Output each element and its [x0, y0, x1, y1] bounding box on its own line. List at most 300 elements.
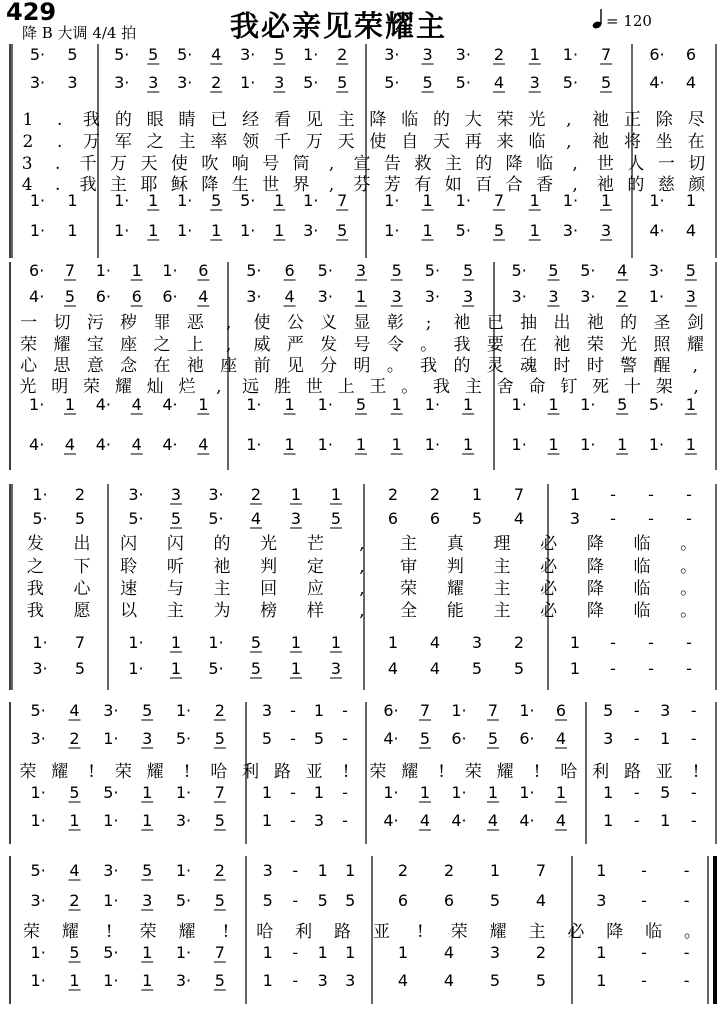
lyric-char: ! [438, 762, 445, 782]
jianpu-note: 1 [290, 659, 302, 678]
jianpu-note: 2 [535, 943, 547, 962]
jianpu-note: 1 [317, 943, 328, 962]
dash-note: - [690, 811, 697, 830]
lyric-char: 临 [528, 132, 546, 152]
lyric-char: 座 [120, 335, 138, 355]
lyric-char: 我 [79, 175, 97, 195]
jianpu-note: 4· [162, 435, 178, 454]
lyric-char: 。 [680, 557, 698, 577]
lyric-char: 思 [53, 356, 71, 376]
jianpu-note: 4 [443, 971, 455, 990]
lyric-char: 。 [420, 335, 438, 355]
dash-note: - [641, 971, 647, 990]
lyric-char: . [54, 154, 61, 174]
jianpu-note: 7 [493, 191, 505, 210]
jianpu-note: 6 [685, 45, 697, 64]
jianpu-note: 1· [208, 633, 224, 652]
jianpu-note: 4 [555, 729, 567, 748]
lyric-char: 醒 [653, 356, 671, 376]
jianpu-note: 3 [355, 261, 367, 280]
dash-note: - [290, 811, 296, 830]
jianpu-note: 4 [429, 633, 441, 652]
lyric-char: 已 [210, 110, 228, 130]
jianpu-note: 3· [246, 287, 262, 306]
jianpu-note: 1 [601, 191, 612, 210]
jianpu-note: 2 [429, 485, 441, 504]
jianpu-note: 1· [246, 395, 262, 414]
lyric-char: 祂 [596, 175, 614, 195]
dash-note: - [690, 729, 697, 748]
jianpu-note: 3 [660, 701, 671, 720]
lyric-char: 领 [242, 132, 260, 152]
lyric-char: , [693, 377, 699, 397]
dash-note: - [290, 701, 296, 720]
jianpu-note: 1 [422, 221, 433, 240]
lyric-char: 耀 [446, 579, 464, 599]
jianpu-note: 6 [397, 891, 409, 910]
lyric-char: 荣 [400, 579, 418, 599]
lyric-char: ! [692, 762, 700, 782]
lyric-char: 在 [153, 356, 171, 376]
jianpu-note: 7 [214, 943, 225, 962]
lyric-char: , [359, 534, 365, 554]
dash-note: - [641, 943, 647, 962]
lyric-char: 座 [220, 356, 238, 376]
jianpu-note: 7 [337, 191, 348, 210]
jianpu-note: 1· [103, 729, 119, 748]
jianpu-note: 1 [419, 783, 431, 802]
jianpu-note: 3· [30, 891, 46, 910]
lyric-char: 3 [21, 154, 33, 174]
jianpu-note: 5· [177, 45, 193, 64]
lyric-char: 降 [369, 110, 387, 130]
jianpu-note: 1· [649, 191, 665, 210]
lyric-char: 2 [22, 132, 34, 152]
jianpu-note: 5 [422, 73, 433, 92]
lyric-char: 来 [496, 132, 514, 152]
lyric-char: 之 [146, 132, 164, 152]
lyric-char: 主 [400, 534, 418, 554]
jianpu-note: 1 [489, 861, 501, 880]
lyric-char: 见 [286, 356, 304, 376]
jianpu-note: 1 [64, 395, 76, 414]
jianpu-note: 1· [175, 943, 192, 962]
jianpu-note: 2 [74, 485, 86, 504]
lyric-char: 芒 [306, 534, 324, 554]
lyric-char: 降 [505, 154, 523, 174]
lyric-char: 我 [26, 601, 44, 621]
lyric-char: 临 [645, 922, 663, 942]
jianpu-note: 7 [64, 261, 76, 280]
lyric-char: 明 [353, 356, 371, 376]
lyric-char: 正 [623, 110, 641, 130]
lyric-char: 已 [486, 313, 504, 333]
lyric-char: 耀 [178, 922, 196, 942]
jianpu-note: 3 [463, 287, 474, 306]
jianpu-note: 1 [262, 943, 273, 962]
jianpu-note: 5 [214, 971, 225, 990]
lyric-char: . [54, 175, 61, 195]
lyric-char: 利 [242, 762, 260, 782]
lyric-char: 祂 [213, 557, 231, 577]
jianpu-note: 1 [345, 943, 356, 962]
lyric-char: 愿 [73, 601, 91, 621]
lyric-char: ! [183, 762, 191, 782]
jianpu-note: 1 [170, 659, 182, 678]
lyric-char: , [572, 154, 578, 174]
jianpu-note: 5· [208, 509, 224, 528]
lyric-char: 在 [687, 132, 705, 152]
jianpu-note: 3· [29, 73, 46, 92]
lyric-char: 烂 [178, 377, 196, 397]
lyric-char: 主 [528, 922, 546, 942]
jianpu-note: 4· [649, 73, 665, 92]
jianpu-note: 4 [198, 435, 209, 454]
lyric-char: 大 [464, 110, 482, 130]
jianpu-note: 1 [555, 783, 567, 802]
lyric-char: 聆 [120, 557, 138, 577]
dash-note: - [633, 701, 640, 720]
jianpu-note: 1 [198, 395, 209, 414]
lyric-char: ! [342, 762, 350, 782]
lyric-char: 再 [464, 132, 482, 152]
jianpu-note: 4 [198, 287, 209, 306]
lyric-char: 一 [20, 313, 38, 333]
jianpu-note: 7 [74, 633, 86, 652]
lyric-char: 路 [623, 762, 641, 782]
jianpu-note: 5 [489, 891, 501, 910]
jianpu-note: 5 [603, 701, 614, 720]
lyric-char: 天 [337, 132, 355, 152]
lyric-char: 心 [20, 356, 38, 376]
lyric-char: 路 [334, 922, 352, 942]
jianpu-note: 5 [214, 729, 225, 748]
dash-note: - [683, 861, 690, 880]
lyric-char: , [572, 175, 578, 195]
lyric-char: 宣 [353, 154, 371, 174]
jianpu-note: 5· [30, 861, 46, 880]
jianpu-note: 5 [391, 261, 402, 280]
jianpu-note: 1 [617, 435, 628, 454]
dash-note: - [690, 701, 697, 720]
lyric-char: 宝 [86, 335, 104, 355]
lyric-char: 见 [305, 110, 323, 130]
lyric-char: 榜 [260, 601, 278, 621]
lyric-char: ! [105, 922, 113, 942]
lyric-char: 主 [178, 132, 196, 152]
jianpu-note: 4 [250, 509, 262, 528]
dash-note: - [290, 729, 296, 748]
dash-note: - [686, 509, 692, 528]
lyric-char: , [216, 377, 222, 397]
lyric-char: 灿 [146, 377, 164, 397]
lyric-char: 临 [633, 601, 651, 621]
jianpu-note: 6 [429, 509, 441, 528]
jianpu-note: 1 [313, 701, 325, 720]
jianpu-note: 1· [177, 191, 193, 210]
jianpu-note: 1 [142, 811, 153, 830]
lyric-char: 告 [383, 154, 401, 174]
jianpu-note: 4 [397, 971, 409, 990]
jianpu-note: 1 [142, 783, 153, 802]
jianpu-note: 5· [208, 659, 224, 678]
dash-note: - [610, 659, 616, 678]
dash-note: - [633, 811, 640, 830]
jianpu-note: 5 [535, 971, 547, 990]
jianpu-note: 1· [29, 191, 46, 210]
jianpu-note: 5 [74, 509, 86, 528]
jianpu-note: 4 [493, 73, 505, 92]
lyric-char: 时 [586, 356, 604, 376]
jianpu-note: 1 [660, 729, 671, 748]
lyric-char: 利 [592, 762, 610, 782]
lyric-char: 主 [493, 601, 511, 621]
lyric-char: 耀 [146, 762, 164, 782]
lyric-char: , [225, 313, 232, 333]
lyric-char: 时 [553, 356, 571, 376]
jianpu-note: 4· [451, 811, 467, 830]
lyric-char: 与 [166, 579, 184, 599]
lyric-char: 荣 [496, 110, 514, 130]
lyric-char: 世 [305, 377, 323, 397]
lyric-char: 我 [83, 110, 101, 130]
jianpu-note: 1 [569, 659, 581, 678]
lyric-char: 生 [231, 175, 249, 195]
lyric-char: 使 [170, 154, 188, 174]
dash-note: - [292, 943, 299, 962]
lyric-char: 前 [253, 356, 271, 376]
jianpu-note: 5 [317, 891, 328, 910]
jianpu-note: 3· [177, 73, 193, 92]
lyric-char: , [692, 356, 699, 376]
lyric-char: 祂 [592, 132, 610, 152]
jianpu-note: 1· [240, 73, 256, 92]
lyric-char: 人 [627, 154, 645, 174]
jianpu-note: 1 [422, 191, 433, 210]
lyric-char: 主 [337, 110, 355, 130]
jianpu-note: 1· [303, 45, 319, 64]
jianpu-note: 1 [596, 971, 607, 990]
jianpu-note: 3· [114, 73, 130, 92]
lyric-char: 的 [627, 175, 645, 195]
lyric-char: 上 [186, 335, 204, 355]
jianpu-note: 1· [128, 633, 144, 652]
jianpu-note: 3 [170, 485, 182, 504]
lyric-char: 之 [26, 557, 44, 577]
lyric-char: 主 [464, 377, 482, 397]
jianpu-note: 1· [95, 261, 111, 280]
jianpu-note: 4 [535, 891, 547, 910]
lyric-char: 耀 [401, 762, 419, 782]
jianpu-note: 4 [131, 435, 142, 454]
lyric-char: 理 [493, 534, 511, 554]
lyric-char: 的 [114, 110, 132, 130]
lyric-char: , [225, 335, 232, 355]
jianpu-note: 5 [250, 659, 262, 678]
jianpu-note: 5 [313, 729, 325, 748]
lyric-char: 自 [401, 132, 419, 152]
jianpu-note: 1 [261, 811, 273, 830]
jianpu-note: 1 [317, 861, 328, 880]
lyric-char: 令 [386, 335, 404, 355]
dash-note: - [641, 891, 647, 910]
dash-note: - [633, 729, 640, 748]
lyric-char: 经 [242, 110, 260, 130]
lyric-char: 耀 [496, 762, 514, 782]
lyric-char: 将 [623, 132, 641, 152]
jianpu-note: 1· [519, 783, 535, 802]
jianpu-note: 1· [384, 191, 400, 210]
jianpu-note: 1 [148, 191, 159, 210]
jianpu-note: 5 [548, 261, 559, 280]
jianpu-note: 6· [451, 729, 467, 748]
jianpu-note: 1· [511, 435, 527, 454]
jianpu-note: 6 [387, 509, 399, 528]
jianpu-note: 1· [383, 783, 399, 802]
lyric-char: 切 [53, 313, 71, 333]
lyric-char: 必 [540, 579, 558, 599]
jianpu-note: 3 [422, 45, 433, 64]
jianpu-note: 1 [262, 971, 273, 990]
dash-note: - [342, 783, 348, 802]
dash-note: - [641, 861, 647, 880]
jianpu-note: 6· [162, 287, 178, 306]
jianpu-note: 5 [330, 509, 342, 528]
lyric-char: 主 [166, 601, 184, 621]
lyric-char: 使 [369, 132, 387, 152]
jianpu-note: 4· [649, 221, 665, 240]
lyric-char: 稣 [170, 175, 188, 195]
lyric-char: 主 [493, 579, 511, 599]
dash-note: - [342, 701, 348, 720]
jianpu-note: 1· [240, 221, 256, 240]
lyric-char: 使 [253, 313, 271, 333]
jianpu-note: 5 [617, 395, 628, 414]
jianpu-note: 7 [601, 45, 612, 64]
lyric-char: 荣 [19, 762, 37, 782]
jianpu-note: 1 [603, 783, 614, 802]
jianpu-note: 4· [162, 395, 178, 414]
jianpu-note: 1 [274, 191, 285, 210]
jianpu-note: 4· [383, 811, 399, 830]
lyric-char: 。 [680, 579, 698, 599]
dash-note: - [292, 861, 299, 880]
lyric-char: 。 [401, 377, 419, 397]
hymn-number: 429 [6, 0, 57, 26]
jianpu-note: 1· [303, 191, 319, 210]
jianpu-note: 4· [95, 435, 111, 454]
dash-note: - [292, 971, 299, 990]
lyric-char: 光 [260, 534, 278, 554]
jianpu-note: 1 [290, 485, 302, 504]
jianpu-note: 3· [648, 261, 665, 280]
jianpu-note: 1· [317, 435, 333, 454]
jianpu-note: 1 [487, 783, 499, 802]
jianpu-note: 5 [64, 287, 76, 306]
dash-note: - [683, 943, 690, 962]
lyric-char: 耀 [51, 762, 69, 782]
tempo-marking: = 120 [606, 12, 652, 30]
jianpu-note: 5 [601, 73, 612, 92]
jianpu-note: 5 [274, 45, 285, 64]
jianpu-note: 1· [32, 485, 48, 504]
jianpu-note: 4 [443, 943, 455, 962]
jianpu-note: 1 [660, 811, 671, 830]
lyric-char: , [566, 132, 572, 152]
lyric-char: 全 [400, 601, 418, 621]
jianpu-note: 2 [337, 45, 348, 64]
jianpu-note: 5 [250, 633, 262, 652]
jianpu-note: 5 [67, 45, 78, 64]
lyric-char: 以 [120, 601, 138, 621]
jianpu-note: 3 [148, 73, 159, 92]
jianpu-note: 3 [262, 861, 273, 880]
lyric-char: ! [533, 762, 541, 782]
lyric-char: 必 [540, 534, 558, 554]
jianpu-note: 3· [424, 287, 441, 306]
jianpu-note: 4 [487, 811, 499, 830]
lyric-char: 灵 [486, 356, 504, 376]
lyric-char: 耶 [140, 175, 158, 195]
lyric-char: 耀 [61, 922, 79, 942]
jianpu-note: 5 [513, 659, 525, 678]
jianpu-note: 1· [455, 191, 471, 210]
dash-note: - [292, 891, 299, 910]
jianpu-note: 3 [603, 729, 614, 748]
jianpu-note: 5· [303, 73, 319, 92]
lyric-char: 临 [401, 110, 419, 130]
jianpu-note: 3· [103, 861, 119, 880]
lyric-char: 降 [586, 534, 604, 554]
lyric-char: 主 [444, 154, 462, 174]
lyric-char: 号 [262, 154, 280, 174]
lyric-char: 回 [260, 579, 278, 599]
dash-note: - [648, 509, 654, 528]
lyric-char: 主 [213, 579, 231, 599]
lyric-char: 利 [295, 922, 313, 942]
jianpu-note: 1 [148, 221, 159, 240]
jianpu-note: 6 [131, 287, 142, 306]
lyric-char: 罪 [153, 313, 171, 333]
jianpu-note: 1 [685, 191, 697, 210]
jianpu-note: 3 [313, 811, 325, 830]
jianpu-note: 1· [451, 701, 467, 720]
lyric-char: 筒 [292, 154, 310, 174]
jianpu-note: 1· [424, 435, 441, 454]
jianpu-note: 1 [596, 943, 607, 962]
jianpu-note: 5· [562, 73, 579, 92]
jianpu-note: 5· [175, 729, 192, 748]
jianpu-note: 1 [330, 633, 342, 652]
jianpu-note: 5 [685, 261, 696, 280]
jianpu-note: 4 [284, 287, 295, 306]
lyric-char: ! [416, 922, 424, 942]
jianpu-note: 5· [424, 261, 441, 280]
jianpu-note: 5 [262, 891, 273, 910]
lyric-char: 的 [475, 154, 493, 174]
jianpu-note: 3· [175, 971, 192, 990]
jianpu-note: 1· [511, 395, 527, 414]
jianpu-note: 3· [32, 659, 48, 678]
jianpu-note: 1 [261, 783, 273, 802]
lyric-char: 必 [540, 557, 558, 577]
lyric-char: . [57, 110, 63, 130]
jianpu-note: 5· [384, 73, 400, 92]
jianpu-note: 5 [74, 659, 86, 678]
dash-note: - [342, 729, 348, 748]
jianpu-note: 3 [67, 73, 78, 92]
lyric-char: 慈 [657, 175, 675, 195]
